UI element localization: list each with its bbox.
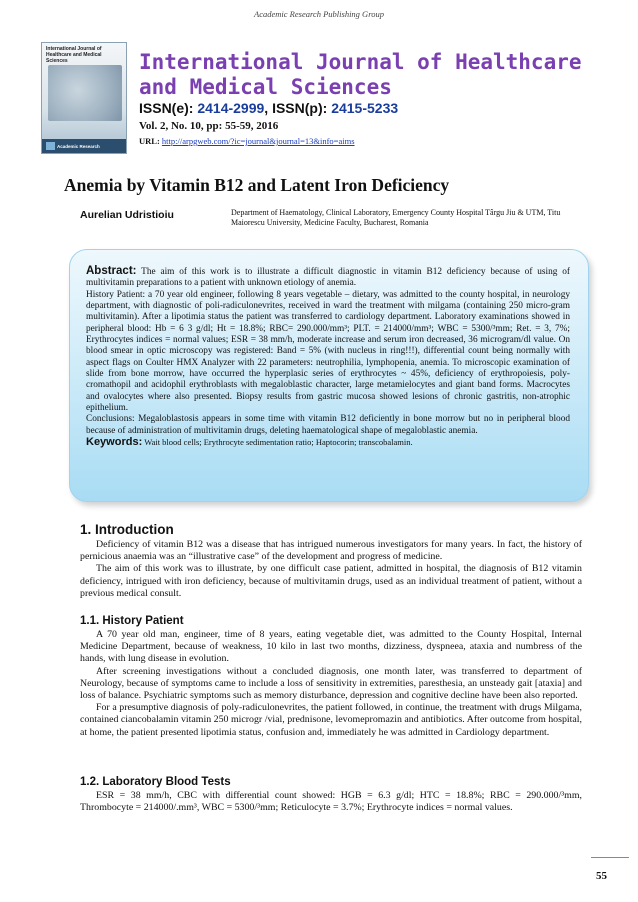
footer-rule: [591, 857, 629, 858]
publisher-header: Academic Research Publishing Group: [254, 9, 384, 19]
volume-info: Vol. 2, No. 10, pp: 55-59, 2016: [139, 120, 279, 132]
journal-title: International Journal of Healthcare and Medical Sciences: [139, 50, 582, 99]
cover-artwork: [48, 65, 122, 121]
introduction-paragraph: Deficiency of vitamin B12 was a disease that has intrigued numerous investigators for many years. In fact, the history of pernicious anaemia was an “illustrative case” of the development and progress of medicine.: [80, 539, 582, 563]
abstract-conclusions: Conclusions: Megaloblastosis appears in some time with vitamin B12 deficiently in bone morrow but no in peripheral blood because of administration of multivitamin drugs, deleting haematological shape of megaloblastic anemia.: [86, 414, 570, 436]
keywords-label: Keywords:: [86, 436, 143, 449]
author-name: Aurelian Udristioiu: [80, 209, 174, 221]
lab-paragraph: ESR = 38 mm/h, CBC with differential count showed: HGB = 6.3 g/dl; HTC = 18.8%; RBC = 290.000/³mm, Thrombocyte = 214000/.mm³, WBC = 5300/³mm; Reticulocyte = 3.7%; Erythrocyte indices = normal values.: [80, 790, 582, 814]
url-line: [139, 136, 355, 146]
article-title: Anemia by Vitamin B12 and Latent Iron Deficiency: [64, 175, 450, 195]
introduction-paragraph: The aim of this work was to illustrate, by one difficult case patient, admitted in hospital, the diagnosis of B12 vitamin deficiency, intrigued with iron deficiency, because of multivitamin drugs, used as an individual treatment of patient, without a previous medical consult.: [80, 563, 582, 599]
journal-url-link[interactable]: http://arpgweb.com/?ic=journal&journal=13&info=aims: [161, 136, 355, 146]
issn-line: [139, 100, 398, 116]
journal-cover-image: [41, 42, 127, 154]
author-affiliation: Department of Haematology, Clinical Laboratory, Emergency County Hospital Târgu Jiu & UTM, Titu Maiorescu University, Medicine Faculty, Bucharest, Romania: [231, 208, 561, 227]
abstract-history: History Patient: a 70 year old engineer, following 8 years vegetable – dietary, was admitted to the county hospital, in neurology department, with diagnostic of poli-radiculonevrites, received in ward the treatment with milgama (containing 250 micro-gram multivitamin). After a lipotimia status the patient was transferred to cardiology department. Laboratory examinations showed in peripheral blood: Hb = 6 3 g/dl; Ht = 18.8%; RBC= 290.000/mm³; PLT. = 214000/mm³; WBC = 5300/³mm; Ret. = 3, 7%; Erythrocytes indices = normal values; ESR = 38 mm/h, moderate increase and serum iron decreased, 36 microgram/dl value. On blood smear in optic microscopy was registered: Band = 5% (with nucleus in ring!!!), differential count being normally with aspect flags on Coulter HMX Analyzer with 22 parameters: neutrophilia, lymphopenia, anemia. To microscopic examination of slide from bone morrow, have occurred the hyperplasic series of erythrocytes ~ 45%, deficiency of erythropoiesis, poly-cromathopil and acidophil erythroblasts with megaloblastic character, large metamielocytes and giant band forms. Macrocytes and ovalocytes where also presented. Biopsy results from gastric mucosa showed lesions of chronic gastritis, non-atrophic epithelium.: [86, 289, 570, 414]
abstract-text: [86, 266, 570, 450]
abstract-label: Abstract:: [86, 265, 137, 277]
section-introduction: [80, 522, 582, 600]
keywords-list: Wait blood cells; Erythrocyte sedimentation ratio; Haptocorin; transcobalamin.: [142, 437, 413, 448]
section-history-patient: [80, 615, 582, 739]
history-paragraph: A 70 year old man, engineer, time of 8 years, eating vegetable diet, was admitted to the County Hospital, Internal Medicine Department, because of weakness, 10 kilo in last two months, dizziness, dyspneea, ataxia and numbress of the hands, with lung disease in evolution.: [80, 629, 582, 665]
page-number: 55: [596, 870, 607, 882]
introduction-heading: 1. Introduction: [80, 522, 174, 537]
cover-publisher-mark: Academic Research: [57, 144, 100, 149]
lab-heading: 1.2. Laboratory Blood Tests: [80, 776, 231, 788]
history-paragraph: For a presumptive diagnosis of poly-radiculonevrites, the patient followed, in continue, the treatment with drugs Milgama, contained ciancobalamin vitamin 250 microgr /vial, prednisone, levomepromazin and antibiotics. After outcome from hospital, at home, the patient presented lipotimia status, confusion and, immediately he was admitted in Cardiology department.: [80, 702, 582, 738]
issn-e-label: ISSN(e):: [139, 100, 198, 116]
history-paragraph: After screening investigations without a concluded diagnosis, one month later, was transferred to department of Neurology, because of symptoms came to include a loss of sensitivity in extremities, paresthesia, an unsteady gait [ataxia] and loss of balance. Psychiatric symptoms such as memory disturbance, depression and cognitive decline have been also reported.: [80, 665, 582, 702]
issn-p-value: 2415-5233: [331, 100, 399, 116]
issn-e-value: 2414-2999: [197, 100, 265, 116]
abstract-aim: The aim of this work is to illustrate a difficult diagnostic in vitamin B12 deficiency because of using of multivitamin preparations to a patient with unknown etiology of anemia.: [86, 267, 570, 289]
section-laboratory-tests: [80, 776, 582, 814]
issn-p-label: , ISSN(p):: [264, 100, 332, 116]
publisher-logo-icon: [46, 142, 55, 150]
history-heading: 1.1. History Patient: [80, 615, 184, 627]
cover-title: International Journal of Healthcare and Medical Sciences: [46, 46, 102, 64]
url-label: URL:: [139, 136, 162, 146]
